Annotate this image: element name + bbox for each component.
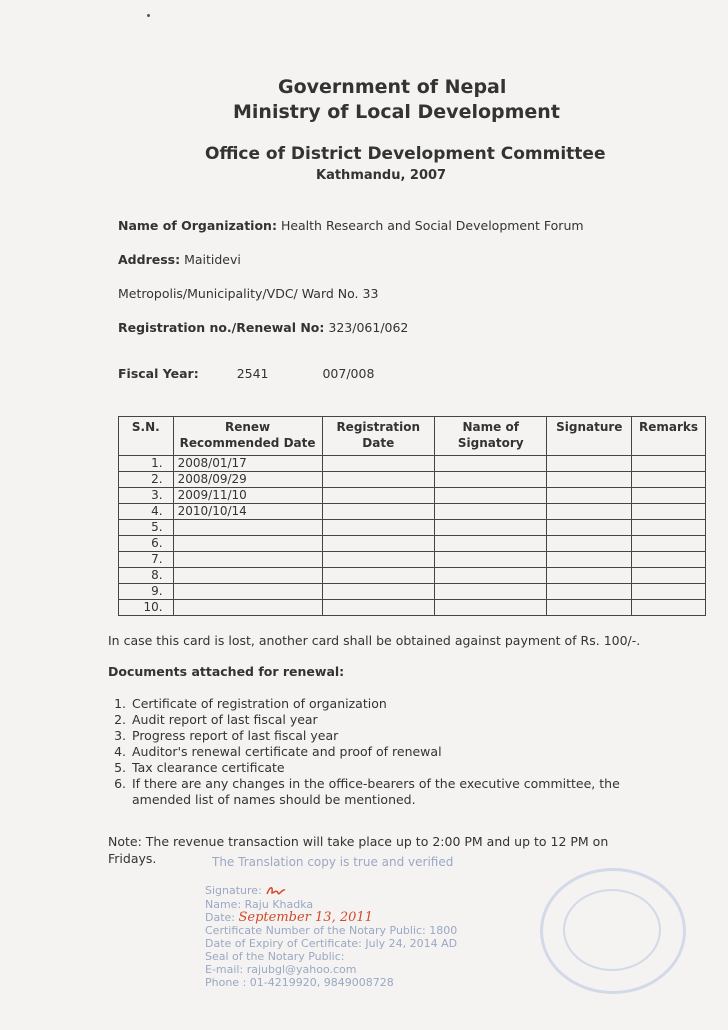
- renewal-table: [118, 416, 706, 616]
- cell-remarks: [632, 584, 706, 600]
- cell-signatory: [434, 536, 546, 552]
- table-row: [119, 456, 706, 472]
- header-government: Government of Nepal: [278, 76, 507, 98]
- note-line-2: Fridays.: [108, 851, 157, 866]
- notary-signature-line: [205, 884, 457, 898]
- cell-renew-date: 2010/10/14: [173, 504, 322, 520]
- table-row: [119, 600, 706, 616]
- table-row: [119, 536, 706, 552]
- header-signatory: Name of Signatory: [434, 417, 546, 456]
- field-fiscal-year: [118, 366, 374, 381]
- cell-sn: 3.: [119, 488, 174, 504]
- cell-signatory: [434, 568, 546, 584]
- document-item: 3. Progress report of last fiscal year: [130, 728, 630, 744]
- cell-signature: [547, 552, 632, 568]
- cell-sn: 6.: [119, 536, 174, 552]
- cell-registration-date: [322, 520, 434, 536]
- cell-registration-date: [322, 488, 434, 504]
- cell-signature: [547, 488, 632, 504]
- cell-sn: 1.: [119, 456, 174, 472]
- cell-renew-date: [173, 520, 322, 536]
- cell-remarks: [632, 552, 706, 568]
- cell-signatory: [434, 504, 546, 520]
- cell-sn: 7.: [119, 552, 174, 568]
- header-remarks: Remarks: [632, 417, 706, 456]
- cell-signatory: [434, 600, 546, 616]
- fiscal-label: Fiscal Year:: [118, 366, 199, 381]
- cell-signatory: [434, 520, 546, 536]
- cell-registration-date: [322, 600, 434, 616]
- lost-card-note: In case this card is lost, another card shall be obtained against payment of Rs. 100/-.: [108, 633, 641, 648]
- field-registration: [118, 320, 408, 335]
- cell-signature: [547, 504, 632, 520]
- speck: [147, 14, 150, 17]
- org-value: Health Research and Social Development Forum: [280, 218, 584, 233]
- notary-date-handwritten: September 13, 2011: [238, 910, 373, 925]
- cell-registration-date: [322, 552, 434, 568]
- notary-block: [205, 884, 457, 989]
- table-row: [119, 488, 706, 504]
- notary-expiry: Date of Expiry of Certificate: July 24, 2014 AD: [205, 937, 458, 950]
- documents-heading: Documents attached for renewal:: [108, 664, 345, 679]
- notary-phone: Phone : 01-4219920, 9849008728: [205, 976, 394, 989]
- cell-registration-date: [322, 472, 434, 488]
- cell-renew-date: 2008/09/29: [173, 472, 322, 488]
- address-value: Maitidevi: [184, 252, 241, 267]
- cell-signatory: [434, 456, 546, 472]
- notary-email: E-mail: rajubgl@yahoo.com: [205, 963, 357, 976]
- cell-sn: 8.: [119, 568, 174, 584]
- table-row: [119, 504, 706, 520]
- cell-signature: [547, 536, 632, 552]
- cell-renew-date: 2009/11/10: [173, 488, 322, 504]
- document-item: 1. Certificate of registration of organization: [130, 696, 630, 712]
- cell-remarks: [632, 600, 706, 616]
- cell-signatory: [434, 552, 546, 568]
- cell-signature: [547, 456, 632, 472]
- header-sn: S.N.: [119, 417, 174, 456]
- notary-date-line: [205, 911, 457, 924]
- cell-registration-date: [322, 584, 434, 600]
- cell-remarks: [632, 472, 706, 488]
- cell-renew-date: [173, 600, 322, 616]
- registration-value: 323/061/062: [328, 320, 409, 335]
- cell-sn: 4.: [119, 504, 174, 520]
- cell-registration-date: [322, 456, 434, 472]
- registration-label: Registration no./Renewal No:: [118, 320, 325, 335]
- field-address: [118, 252, 241, 267]
- table-header-row: [119, 417, 706, 456]
- table-row: [119, 472, 706, 488]
- cell-remarks: [632, 568, 706, 584]
- header-ministry: Ministry of Local Development: [233, 101, 560, 123]
- cell-signatory: [434, 584, 546, 600]
- cell-remarks: [632, 520, 706, 536]
- notary-date-label: Date:: [205, 911, 235, 924]
- cell-remarks: [632, 504, 706, 520]
- cell-renew-date: 2008/01/17: [173, 456, 322, 472]
- field-organization: [118, 218, 584, 233]
- note-line-1: Note: The revenue transaction will take place up to 2:00 PM and up to 12 PM on: [108, 834, 609, 849]
- cell-renew-date: [173, 584, 322, 600]
- cell-sn: 9.: [119, 584, 174, 600]
- table-row: [119, 568, 706, 584]
- notary-seal-stamp: [540, 868, 686, 994]
- cell-renew-date: [173, 536, 322, 552]
- cell-sn: 2.: [119, 472, 174, 488]
- cell-remarks: [632, 536, 706, 552]
- notary-cert-number: Certificate Number of the Notary Public: 1800: [205, 924, 458, 937]
- documents-list: [112, 696, 630, 808]
- cell-renew-date: [173, 568, 322, 584]
- table-row: [119, 584, 706, 600]
- cell-renew-date: [173, 552, 322, 568]
- header-signature: Signature: [547, 417, 632, 456]
- cell-signature: [547, 584, 632, 600]
- document-item: 2. Audit report of last fiscal year: [130, 712, 630, 728]
- header-location: Kathmandu, 2007: [316, 168, 447, 183]
- field-municipality: Metropolis/Municipality/VDC/ Ward No. 33: [118, 286, 379, 301]
- document-item: 5. Tax clearance certificate: [130, 760, 630, 776]
- cell-signatory: [434, 472, 546, 488]
- address-label: Address:: [118, 252, 181, 267]
- table-row: [119, 552, 706, 568]
- org-label: Name of Organization:: [118, 218, 277, 233]
- notary-seal-label: Seal of the Notary Public:: [205, 950, 345, 963]
- cell-signature: [547, 600, 632, 616]
- cell-sn: 5.: [119, 520, 174, 536]
- cell-registration-date: [322, 568, 434, 584]
- notary-name: Name: Raju Khadka: [205, 898, 314, 911]
- cell-remarks: [632, 488, 706, 504]
- cell-signature: [547, 568, 632, 584]
- notary-signature-label: Signature:: [205, 884, 262, 897]
- cell-signatory: [434, 488, 546, 504]
- document-item: 6. If there are any changes in the office-bearers of the executive committee, the amended list of names should be mentioned.: [130, 776, 630, 808]
- table-body: [119, 456, 706, 616]
- table-row: [119, 520, 706, 536]
- handwritten-signature-icon: [265, 884, 287, 898]
- cell-sn: 10.: [119, 600, 174, 616]
- fiscal-value-1: 2541: [236, 366, 269, 381]
- fiscal-value-2: 007/008: [322, 366, 375, 381]
- cell-signature: [547, 472, 632, 488]
- cell-registration-date: [322, 536, 434, 552]
- header-renew-date: Renew Recommended Date: [173, 417, 322, 456]
- header-registration-date: Registration Date: [322, 417, 434, 456]
- cell-signature: [547, 520, 632, 536]
- cell-remarks: [632, 456, 706, 472]
- header-office: Office of District Development Committee: [205, 144, 606, 164]
- notary-verification: The Translation copy is true and verified: [212, 855, 454, 869]
- document-item: 4. Auditor's renewal certificate and proof of renewal: [130, 744, 630, 760]
- cell-registration-date: [322, 504, 434, 520]
